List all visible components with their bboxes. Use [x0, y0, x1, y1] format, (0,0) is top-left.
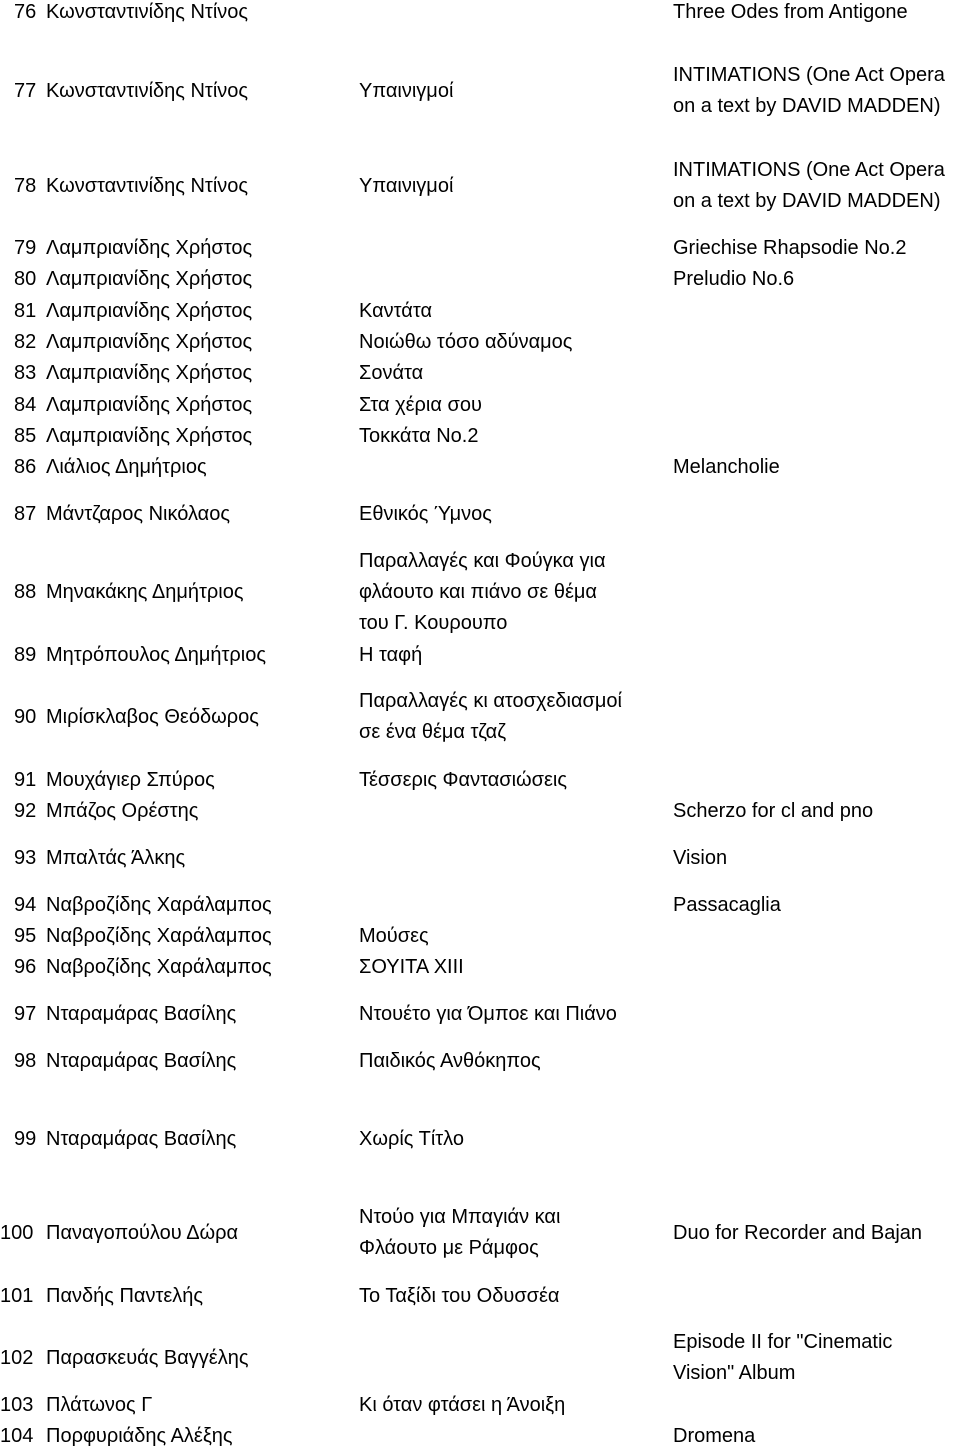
greek-title: Ντούο για Μπαγιάν και Φλάουτο με Ράμφος [359, 1206, 561, 1259]
row-number: 100 [0, 1222, 34, 1244]
row-number: 79 [14, 237, 37, 259]
composer-name: Λαμπριανίδης Χρήστος [46, 362, 253, 384]
row-number: 88 [14, 581, 37, 603]
row-number: 96 [14, 956, 37, 978]
greek-title: Τέσσερις Φαντασιώσεις [359, 769, 567, 791]
row-number: 83 [14, 362, 37, 384]
greek-title: Σονάτα [359, 362, 424, 384]
row-number: 82 [14, 331, 37, 353]
greek-title: ΣΟΥΙΤΑ XIII [359, 956, 464, 978]
english-title: Griechise Rhapsodie No.2 [673, 237, 907, 259]
row-number: 101 [0, 1285, 34, 1307]
greek-title: Παιδικός Ανθόκηπος [359, 1050, 541, 1072]
english-title: Three Odes from Antigone [673, 1, 908, 23]
row-number: 99 [14, 1128, 37, 1150]
english-title: Melancholie [673, 456, 780, 478]
greek-title: Η ταφή [359, 644, 423, 666]
row-number: 104 [0, 1425, 34, 1447]
greek-title: Στα χέρια σου [359, 394, 482, 416]
row-number: 87 [14, 503, 37, 525]
row-number: 103 [0, 1394, 34, 1416]
row-number: 92 [14, 800, 37, 822]
composer-name: Ναβροζίδης Χαράλαμπος [46, 894, 272, 916]
english-title: Duo for Recorder and Bajan [673, 1222, 923, 1244]
english-title: INTIMATIONS (One Act Opera on a text by DAVID MADDEN) [673, 159, 945, 212]
row-number: 89 [14, 644, 37, 666]
greek-title: Εθνικός Ύμνος [359, 503, 492, 525]
composer-name: Κωνσταντινίδης Ντίνος [46, 1, 249, 23]
composer-name: Λαμπριανίδης Χρήστος [46, 425, 253, 447]
composer-name: Κωνσταντινίδης Ντίνος [46, 80, 249, 102]
composer-name: Νταραμάρας Βασίλης [46, 1050, 237, 1072]
composer-name: Ναβροζίδης Χαράλαμπος [46, 925, 272, 947]
composer-name: Μιρίσκλαβος Θεόδωρος [46, 706, 259, 728]
greek-title: Παραλλαγές κι ατοσχεδιασμοί σε ένα θέμα τζαζ [359, 690, 622, 743]
row-number: 93 [14, 847, 37, 869]
row-number: 78 [14, 175, 37, 197]
english-title: Episode II for "Cinematic Vision" Album [673, 1331, 893, 1384]
row-number: 85 [14, 425, 37, 447]
greek-title: Καντάτα [359, 300, 433, 322]
greek-title: Ντουέτο για Όμποε και Πιάνο [359, 1003, 617, 1025]
composer-name: Λαμπριανίδης Χρήστος [46, 268, 253, 290]
composer-name: Πορφυριάδης Αλέξης [46, 1425, 233, 1447]
row-number: 97 [14, 1003, 37, 1025]
composer-name: Μπάζος Ορέστης [46, 800, 199, 822]
row-number: 76 [14, 1, 37, 23]
greek-title: Μούσες [359, 925, 429, 947]
row-number: 77 [14, 80, 37, 102]
composer-name: Μουχάγιερ Σπύρος [46, 769, 215, 791]
composer-name: Λαμπριανίδης Χρήστος [46, 237, 253, 259]
greek-title: Παραλλαγές και Φούγκα για φλάουτο και πιάνο σε θέμα του Γ. Κουρουπο [359, 550, 606, 634]
english-title: INTIMATIONS (One Act Opera on a text by DAVID MADDEN) [673, 64, 945, 117]
greek-title: Τοκκάτα Νο.2 [359, 425, 479, 447]
composer-name: Ναβροζίδης Χαράλαμπος [46, 956, 272, 978]
composer-name: Πλάτωνος Γ [46, 1394, 153, 1416]
row-number: 98 [14, 1050, 37, 1072]
composer-name: Λαμπριανίδης Χρήστος [46, 300, 253, 322]
greek-title: Το Ταξίδι του Οδυσσέα [359, 1285, 560, 1307]
composer-name: Νταραμάρας Βασίλης [46, 1003, 237, 1025]
row-number: 80 [14, 268, 37, 290]
composer-name: Πανδής Παντελής [46, 1285, 204, 1307]
greek-title: Νοιώθω τόσο αδύναμος [359, 331, 573, 353]
composer-name: Κωνσταντινίδης Ντίνος [46, 175, 249, 197]
greek-title: Κι όταν φτάσει η Άνοιξη [359, 1394, 566, 1416]
greek-title: Χωρίς Τίτλο [359, 1128, 464, 1150]
composer-name: Μητρόπουλος Δημήτριος [46, 644, 266, 666]
row-number: 102 [0, 1347, 34, 1369]
composer-name: Μηνακάκης Δημήτριος [46, 581, 244, 603]
row-number: 81 [14, 300, 37, 322]
row-number: 94 [14, 894, 37, 916]
row-number: 91 [14, 769, 37, 791]
composer-name: Λαμπριανίδης Χρήστος [46, 394, 253, 416]
composer-name: Παρασκευάς Βαγγέλης [46, 1347, 249, 1369]
row-number: 86 [14, 456, 37, 478]
composer-name: Λιάλιος Δημήτριος [46, 456, 207, 478]
composer-name: Νταραμάρας Βασίλης [46, 1128, 237, 1150]
greek-title: Υπαινιγμοί [359, 175, 454, 197]
composer-name: Μάντζαρος Νικόλαος [46, 503, 230, 525]
greek-title: Υπαινιγμοί [359, 80, 454, 102]
composer-name: Μπαλτάς Άλκης [46, 847, 186, 869]
english-title: Preludio No.6 [673, 268, 795, 290]
english-title: Scherzo for cl and pno [673, 800, 874, 822]
row-number: 84 [14, 394, 37, 416]
row-number: 90 [14, 706, 37, 728]
row-number: 95 [14, 925, 37, 947]
composer-name: Παναγοπούλου Δώρα [46, 1222, 239, 1244]
english-title: Passacaglia [673, 894, 781, 916]
english-title: Dromena [673, 1425, 756, 1447]
english-title: Vision [673, 847, 728, 869]
composer-name: Λαμπριανίδης Χρήστος [46, 331, 253, 353]
